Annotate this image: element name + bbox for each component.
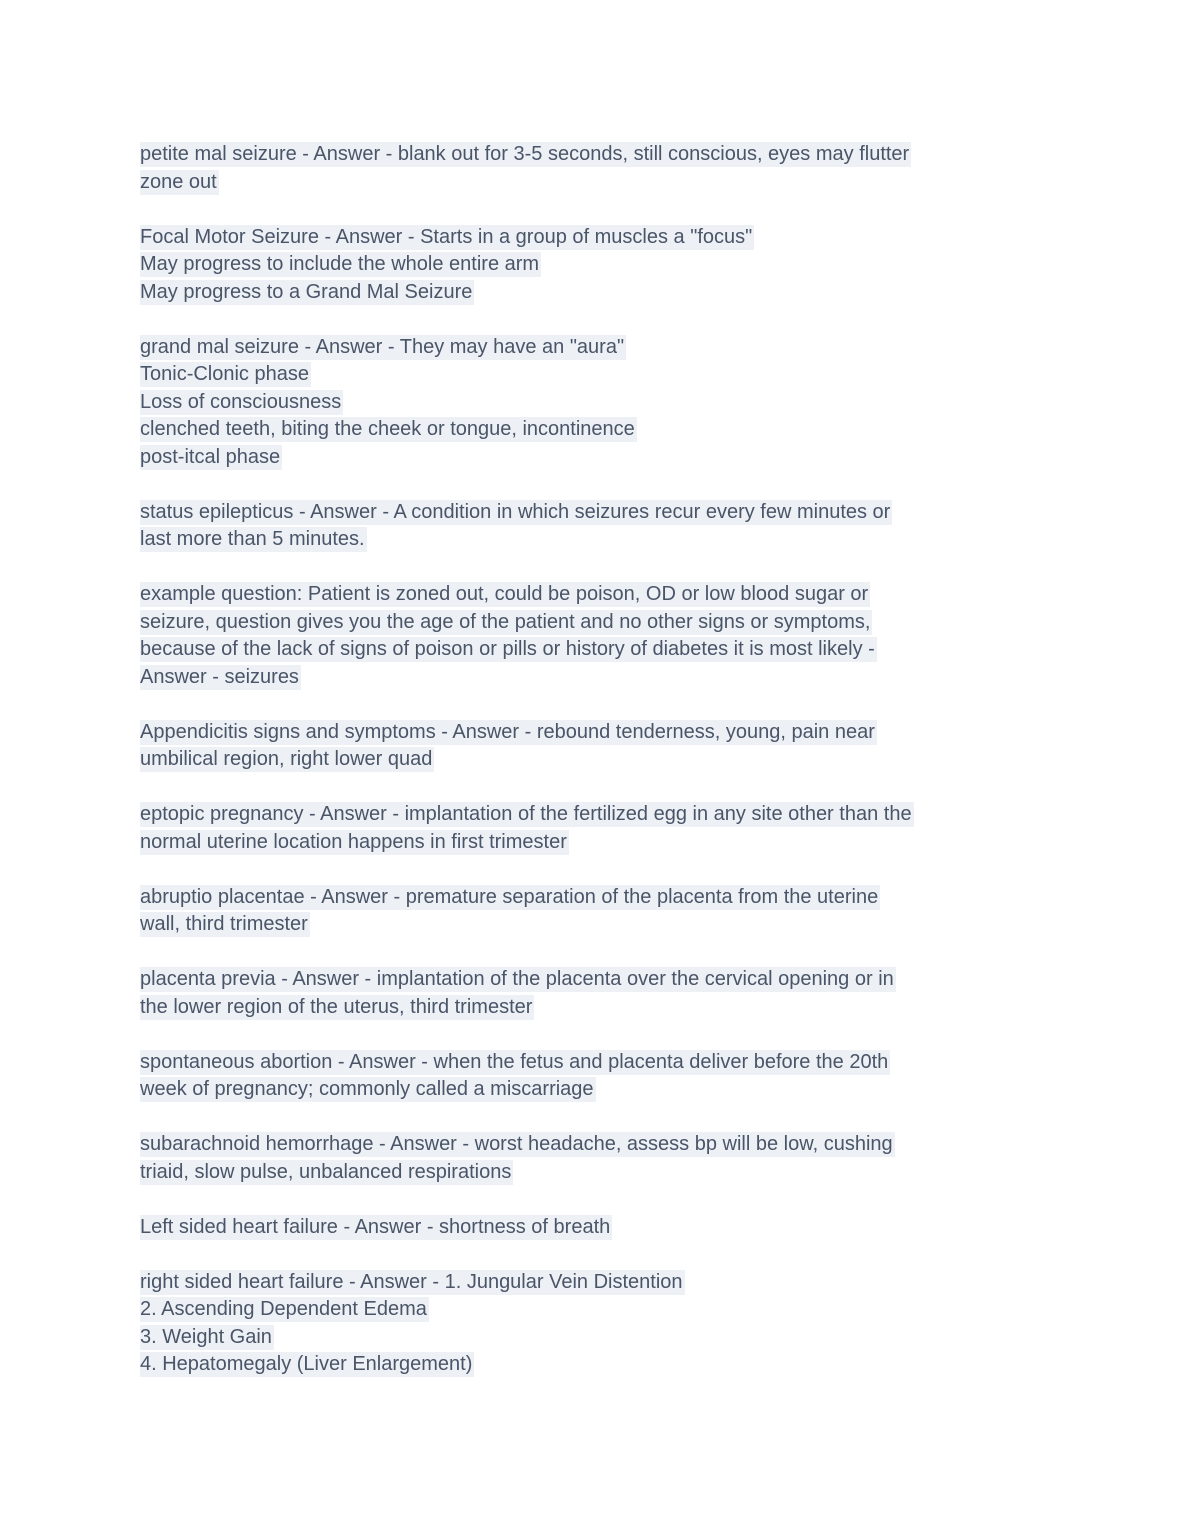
highlighted-text: normal uterine location happens in first trimester — [140, 830, 567, 853]
highlighted-text: petite mal seizure - Answer - blank out for 3-5 seconds, still conscious, eyes may flutter — [140, 143, 910, 165]
text-line — [140, 746, 1060, 774]
text-line — [140, 416, 1060, 444]
text-line — [140, 526, 1060, 554]
highlighted-text: 4. Hepatomegaly (Liver Enlargement) — [140, 1353, 473, 1375]
highlighted-text: May progress to a Grand Mal Seizure — [140, 280, 473, 303]
text-line — [140, 1324, 1060, 1352]
paragraph — [140, 966, 1060, 1021]
text-line — [140, 224, 1060, 252]
paragraph — [140, 801, 1060, 856]
paragraph — [140, 581, 1060, 691]
paragraph — [140, 141, 1060, 196]
highlighted-text: placenta previa - Answer - implantation of the placenta over the cervical opening or in — [140, 968, 894, 990]
text-line — [140, 719, 1060, 747]
highlighted-text: last more than 5 minutes. — [140, 528, 365, 550]
text-line — [140, 1049, 1060, 1077]
highlighted-text: Left sided heart failure - Answer - shortness of breath — [140, 1215, 611, 1238]
highlighted-text: Tonic-Clonic phase — [140, 363, 309, 385]
paragraph — [140, 224, 1060, 307]
text-line — [140, 141, 1060, 169]
text-line — [140, 279, 1060, 307]
text-line — [140, 664, 1060, 692]
text-line — [140, 581, 1060, 609]
text-line — [140, 361, 1060, 389]
paragraph — [140, 719, 1060, 774]
paragraph — [140, 884, 1060, 939]
paragraph — [140, 499, 1060, 554]
highlighted-text: the lower region of the uterus, third trimester — [140, 995, 533, 1018]
text-line — [140, 609, 1060, 637]
highlighted-text: grand mal seizure - Answer - They may have an "aura" — [140, 335, 625, 358]
paragraph — [140, 334, 1060, 472]
paragraph — [140, 1269, 1060, 1379]
text-line — [140, 801, 1060, 829]
paragraph — [140, 1049, 1060, 1104]
text-line — [140, 994, 1060, 1022]
highlighted-text: week of pregnancy; commonly called a miscarriage — [140, 1078, 594, 1100]
text-line — [140, 1351, 1060, 1379]
highlighted-text: spontaneous abortion - Answer - when the fetus and placenta deliver before the 20th — [140, 1050, 889, 1073]
highlighted-text: abruptio placentae - Answer - premature separation of the placenta from the uterine — [140, 885, 879, 908]
text-line — [140, 1296, 1060, 1324]
text-line — [140, 1269, 1060, 1297]
highlighted-text: clenched teeth, biting the cheek or tongue, incontinence — [140, 418, 635, 440]
text-line — [140, 829, 1060, 857]
highlighted-text: Answer - seizures — [140, 665, 299, 688]
highlighted-text: example question: Patient is zoned out, could be poison, OD or low blood sugar or — [140, 583, 869, 605]
text-line — [140, 251, 1060, 279]
paragraph — [140, 1131, 1060, 1186]
document-content — [140, 141, 1060, 1379]
text-line — [140, 966, 1060, 994]
text-line — [140, 1159, 1060, 1187]
highlighted-text: umbilical region, right lower quad — [140, 748, 433, 770]
text-line — [140, 1076, 1060, 1104]
highlighted-text: subarachnoid hemorrhage - Answer - worst headache, assess bp will be low, cushing — [140, 1133, 893, 1155]
text-line — [140, 911, 1060, 939]
highlighted-text: triaid, slow pulse, unbalanced respirations — [140, 1160, 512, 1183]
text-line — [140, 1131, 1060, 1159]
text-line — [140, 444, 1060, 472]
highlighted-text: Focal Motor Seizure - Answer - Starts in a group of muscles a "focus" — [140, 225, 753, 248]
highlighted-text: Appendicitis signs and symptoms - Answer - rebound tenderness, young, pain near — [140, 720, 875, 743]
text-line — [140, 884, 1060, 912]
text-line — [140, 334, 1060, 362]
highlighted-text: 3. Weight Gain — [140, 1325, 272, 1348]
paragraph — [140, 1214, 1060, 1242]
text-line — [140, 169, 1060, 197]
highlighted-text: Loss of consciousness — [140, 390, 342, 413]
text-line — [140, 389, 1060, 417]
highlighted-text: May progress to include the whole entire arm — [140, 253, 540, 275]
highlighted-text: zone out — [140, 170, 217, 193]
text-line — [140, 499, 1060, 527]
highlighted-text: right sided heart failure - Answer - 1. Jungular Vein Distention — [140, 1270, 683, 1293]
highlighted-text: wall, third trimester — [140, 913, 308, 935]
highlighted-text: because of the lack of signs of poison or pills or history of diabetes it is most likely - — [140, 638, 875, 660]
highlighted-text: status epilepticus - Answer - A condition in which seizures recur every few minutes or — [140, 500, 891, 523]
highlighted-text: eptopic pregnancy - Answer - implantation of the fertilized egg in any site other than the — [140, 803, 912, 825]
highlighted-text: seizure, question gives you the age of the patient and no other signs or symptoms, — [140, 610, 871, 633]
text-line — [140, 1214, 1060, 1242]
highlighted-text: 2. Ascending Dependent Edema — [140, 1298, 427, 1320]
text-line — [140, 636, 1060, 664]
highlighted-text: post-itcal phase — [140, 445, 281, 468]
